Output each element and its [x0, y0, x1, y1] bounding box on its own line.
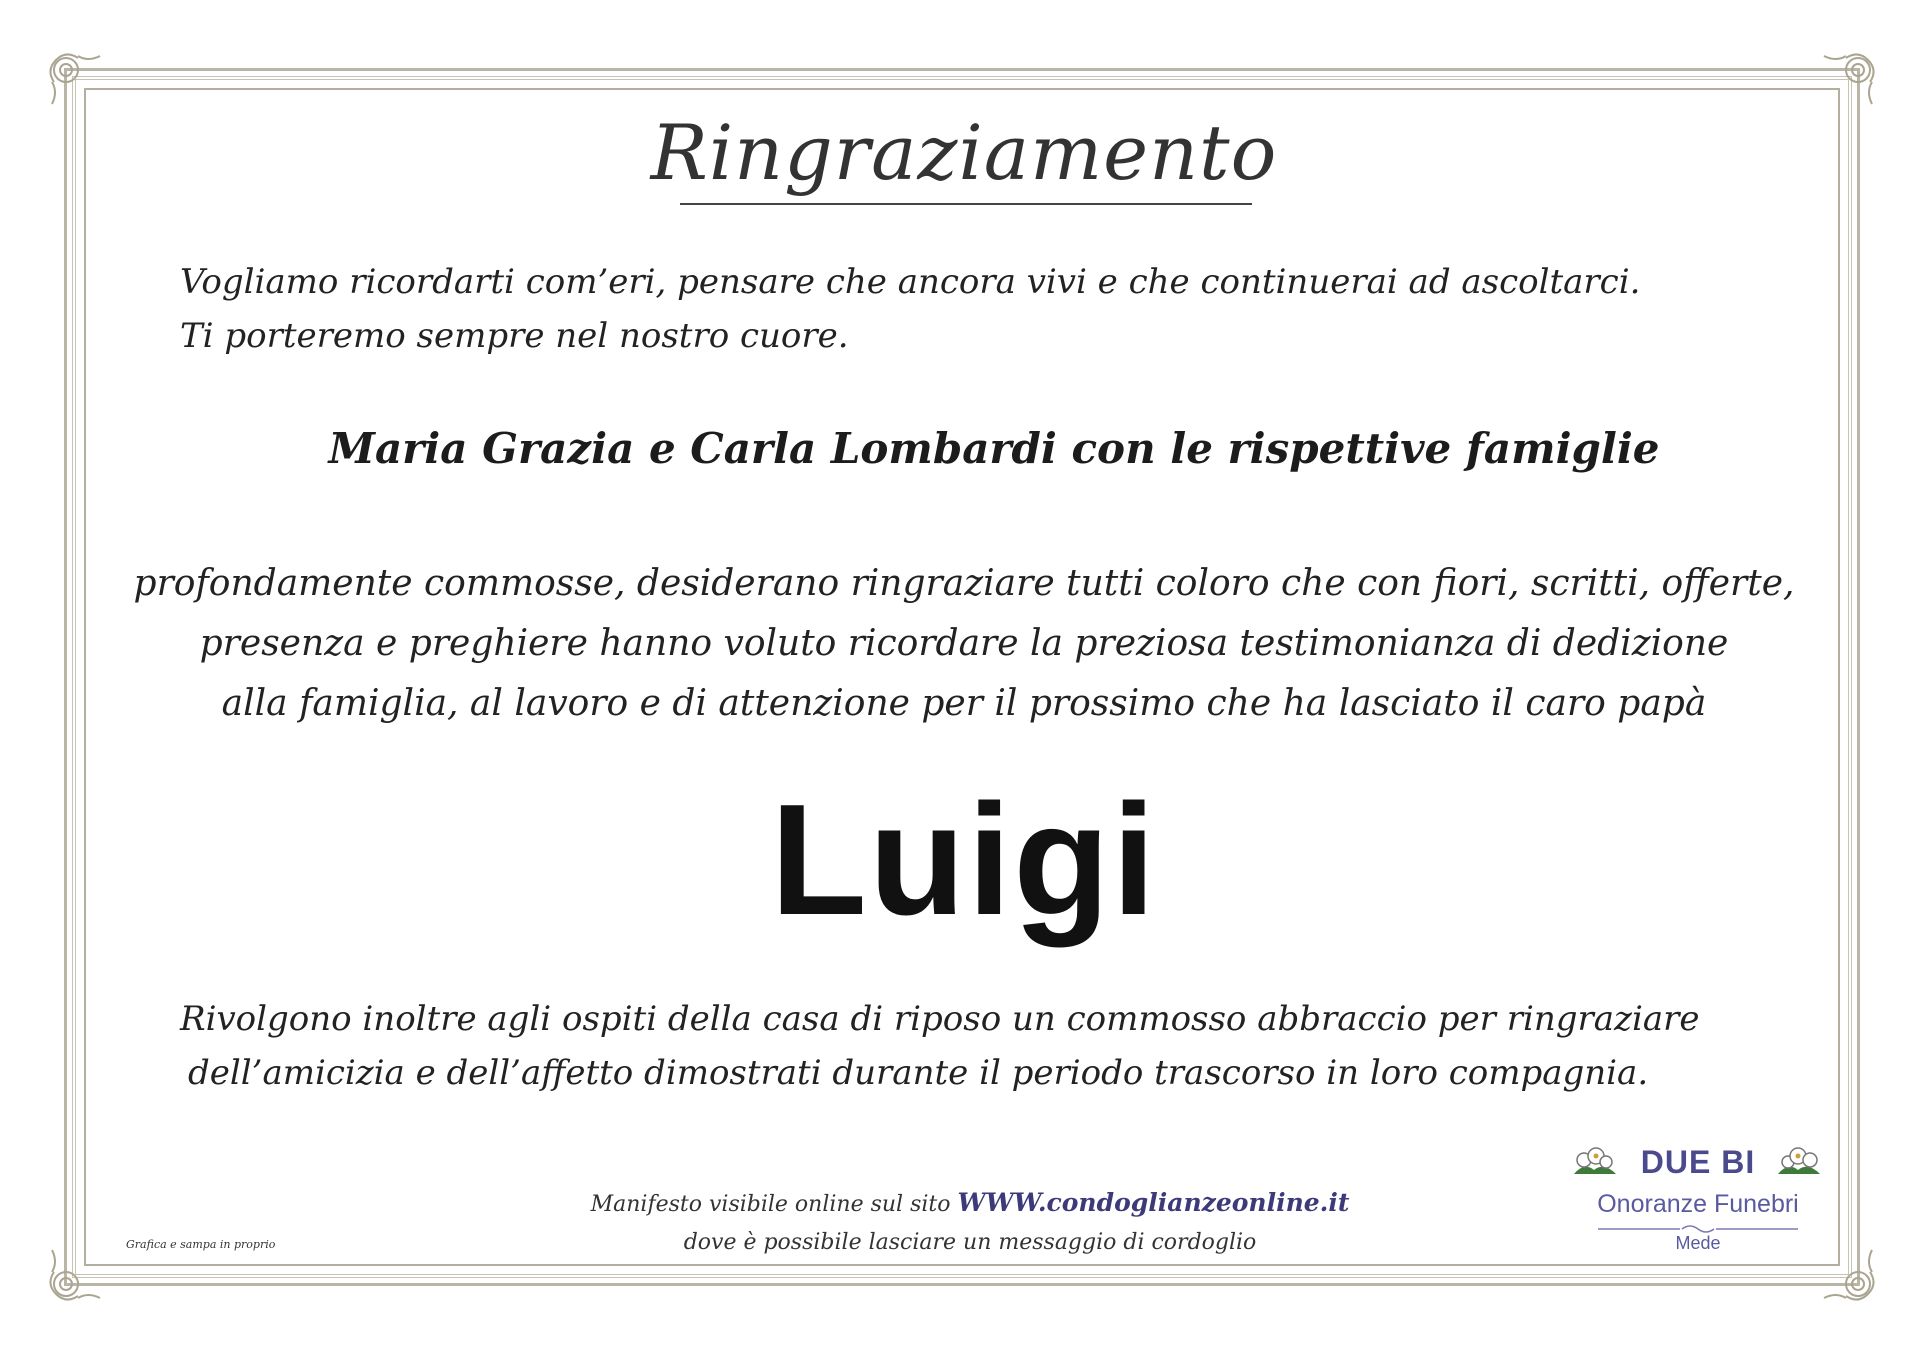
closing-line: dell’amicizia e dell’affetto dimostrati durante il periodo trascorso in loro compagnia. [188, 1053, 1649, 1093]
logo-name: DUE BI [1640, 1144, 1756, 1180]
footer-note [560, 1184, 1380, 1262]
title-underline [680, 203, 1252, 205]
footer-prefix: Manifesto visibile online sul sito [590, 1192, 951, 1217]
print-credit: Grafica e sampa in proprio [126, 1238, 276, 1251]
deceased-name: Luigi [770, 772, 1158, 948]
intro-line: Vogliamo ricordarti com’eri, pensare che ancora vivi e che continuerai ad ascoltarci. [180, 262, 1641, 302]
page-title: Ringraziamento [650, 108, 1278, 197]
corner-ornament-icon [1816, 48, 1880, 112]
flower-icon [1572, 1144, 1618, 1180]
thanks-paragraph [100, 554, 1828, 734]
footer-line-2: dove è possibile lasciare un messaggio di cordoglio [683, 1230, 1257, 1255]
family-names: Maria Grazia e Carla Lombardi con le rispettive famiglie [328, 424, 1660, 473]
footer-line-1 [560, 1184, 1380, 1224]
thanks-line: profondamente commosse, desiderano ringraziare tutti coloro che con fiori, scritti, offerte, [133, 563, 1795, 604]
flower-icon [1776, 1144, 1822, 1180]
website-link[interactable]: WWW.condoglianzeonline.it [957, 1188, 1350, 1217]
logo-subtitle: Onoranze Funebri [1597, 1190, 1799, 1218]
closing-paragraph [180, 992, 1700, 1100]
logo-header [1568, 1140, 1828, 1184]
closing-line: Rivolgono inoltre agli ospiti della casa di riposo un commosso abbraccio per ringraziare [180, 999, 1700, 1039]
corner-ornament-icon [44, 1242, 108, 1306]
thanks-line: alla famiglia, al lavoro e di attenzione per il prossimo che ha lasciato il caro papà [221, 683, 1707, 724]
funeral-home-logo [1568, 1140, 1828, 1260]
intro-paragraph [180, 255, 1780, 363]
thanks-line: presenza e preghiere hanno voluto ricordare la preziosa testimonianza di dedizione [199, 623, 1729, 664]
intro-line: Ti porteremo sempre nel nostro cuore. [180, 316, 849, 356]
corner-ornament-icon [44, 48, 108, 112]
logo-city: Mede [1675, 1233, 1721, 1253]
